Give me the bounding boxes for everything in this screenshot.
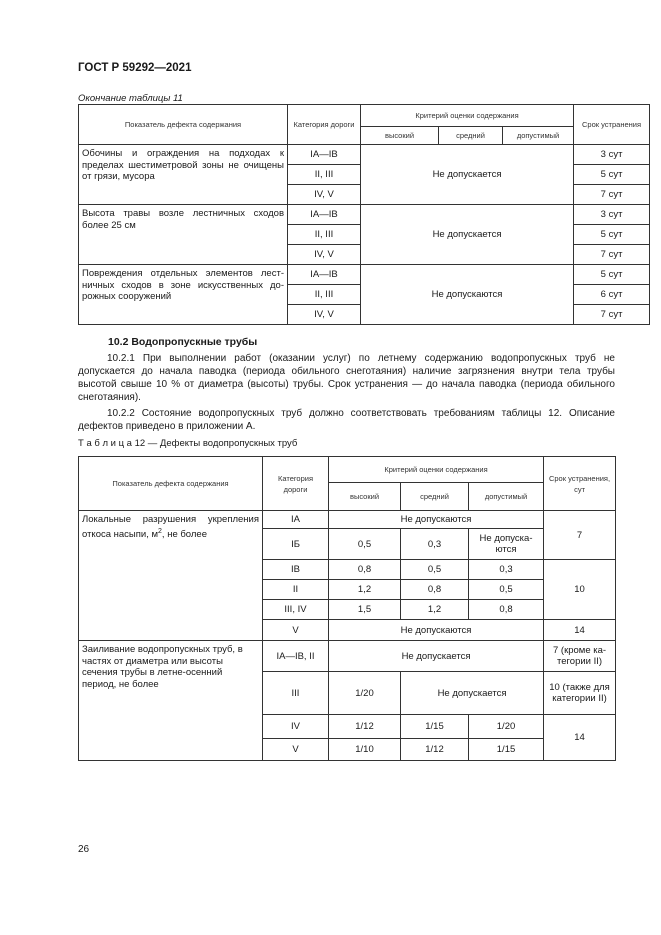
header-indicator: Показатель дефекта содержания <box>79 105 288 145</box>
high-cell: 1/12 <box>329 715 401 739</box>
category-cell: IV, V <box>288 245 361 265</box>
deadline-cell: 7 (кроме категории II) <box>544 641 616 672</box>
deadline-cell: 3 сут <box>574 145 650 165</box>
category-cell: II, III <box>288 165 361 185</box>
criterion-cell: Не допускается <box>329 641 544 672</box>
deadline-cell: 7 сут <box>574 245 650 265</box>
paragraph-10-2-1: 10.2.1 При выполнении работ (оказании услуг) по летнему содержанию водопропускных труб не допускается до начала паводка (периода обильного снеготаяния) наличие загрязнения внутри тела трубы высотой свыше 10 % от диаметра (высоты) трубы. Срок устранения — до начала паводка (периода обильного снеготаяния). <box>78 353 615 403</box>
header-criterion: Критерий оценки содержания <box>361 105 574 127</box>
high-cell: 1/20 <box>329 672 401 715</box>
acceptable-cell: Не допускаются <box>469 529 544 560</box>
category-cell: IA—IB <box>288 205 361 225</box>
page-number: 26 <box>78 844 90 855</box>
indicator-cell <box>79 511 263 641</box>
category-cell: V <box>263 620 329 641</box>
criterion-cell: Не допускаются <box>329 620 544 641</box>
high-cell: 0,5 <box>329 529 401 560</box>
mid-cell: 0,8 <box>401 580 469 600</box>
high-cell: 1,5 <box>329 600 401 620</box>
deadline-cell: 7 сут <box>574 185 650 205</box>
category-cell: IV <box>263 715 329 739</box>
category-cell: II, III <box>288 285 361 305</box>
deadline-cell: 5 сут <box>574 225 650 245</box>
high-cell: 1/10 <box>329 739 401 761</box>
criterion-cell: Не допускается <box>361 145 574 205</box>
superscript: 2 <box>158 527 162 535</box>
category-cell: II, III <box>288 225 361 245</box>
mid-cell: 1,2 <box>401 600 469 620</box>
indicator-cell: Повреждения отдельных элементов лестничных сходов в зоне искусственных дорожных сооружений <box>79 265 288 325</box>
acceptable-cell: 0,5 <box>469 580 544 600</box>
category-cell: III <box>263 672 329 715</box>
deadline-cell: 10 (также для категории II) <box>544 672 616 715</box>
acceptable-cell: 1/20 <box>469 715 544 739</box>
deadline-cell: 7 <box>544 511 616 560</box>
deadline-cell: 5 сут <box>574 265 650 285</box>
header-criterion: Критерий оценки содержания <box>329 457 544 483</box>
table-12 <box>78 456 616 761</box>
deadline-cell: 14 <box>544 715 616 761</box>
table-11 <box>78 104 650 325</box>
category-cell: IA—IB <box>288 265 361 285</box>
deadline-cell: 7 сут <box>574 305 650 325</box>
category-cell: IA <box>263 511 329 529</box>
indicator-cell: Высота травы возле лестничных сходов более 25 см <box>79 205 288 265</box>
category-cell: IV, V <box>288 305 361 325</box>
indicator-text: Локальные разрушения укрепления откоса насыпи, м <box>82 514 259 540</box>
header-category: Категория дороги <box>263 457 329 511</box>
mid-cell: 0,5 <box>401 560 469 580</box>
category-cell: IБ <box>263 529 329 560</box>
category-cell: II <box>263 580 329 600</box>
category-cell: IA—IB, II <box>263 641 329 672</box>
criterion-cell: Не допускаются <box>329 511 544 529</box>
high-cell: 1,2 <box>329 580 401 600</box>
category-cell: V <box>263 739 329 761</box>
deadline-cell: 6 сут <box>574 285 650 305</box>
criterion-cell: Не допускаются <box>361 265 574 325</box>
header-acceptable: допустимый <box>503 127 574 145</box>
header-indicator: Показатель дефекта содержания <box>79 457 263 511</box>
indicator-cell: Обочины и ограждения на подходах к пределах шестиметровой зоны не очищены от грязи, мусора <box>79 145 288 205</box>
document-code: ГОСТ Р 59292—2021 <box>78 62 192 74</box>
high-cell: 0,8 <box>329 560 401 580</box>
deadline-cell: 10 <box>544 560 616 620</box>
category-cell: III, IV <box>263 600 329 620</box>
header-deadline: Срок устранения, сут <box>544 457 616 511</box>
paragraph-10-2-2: 10.2.2 Состояние водопропускных труб должно соответствовать требованиям таблицы 12. Описание дефектов приведено в приложении А. <box>78 408 615 432</box>
deadline-cell: 5 сут <box>574 165 650 185</box>
acceptable-cell: 1/15 <box>469 739 544 761</box>
header-deadline: Срок устранения <box>574 105 650 145</box>
header-acceptable: допустимый <box>469 483 544 511</box>
category-cell: IA—IB <box>288 145 361 165</box>
deadline-cell: 3 сут <box>574 205 650 225</box>
category-cell: IV, V <box>288 185 361 205</box>
deadline-cell: 14 <box>544 620 616 641</box>
header-high: высокий <box>361 127 439 145</box>
criterion-cell: Не допускается <box>361 205 574 265</box>
acceptable-cell: 0,3 <box>469 560 544 580</box>
indicator-text-end: , не более <box>161 528 207 540</box>
mid-cell: 1/15 <box>401 715 469 739</box>
table-11-caption: Окончание таблицы 11 <box>78 93 183 104</box>
header-mid: средний <box>401 483 469 511</box>
criterion-cell: Не допускается <box>401 672 544 715</box>
header-high: высокий <box>329 483 401 511</box>
section-title: 10.2 Водопропускные трубы <box>108 336 258 348</box>
indicator-cell: Заиливание водопропускных труб, в частях от диаметра или высоты сечения трубы в летне-осенний период, не более <box>79 641 263 761</box>
acceptable-cell: 0,8 <box>469 600 544 620</box>
header-mid: средний <box>439 127 503 145</box>
mid-cell: 0,3 <box>401 529 469 560</box>
header-category: Категория дороги <box>288 105 361 145</box>
table-12-caption: Т а б л и ц а 12 — Дефекты водопропускных труб <box>78 438 298 449</box>
category-cell: IB <box>263 560 329 580</box>
mid-cell: 1/12 <box>401 739 469 761</box>
